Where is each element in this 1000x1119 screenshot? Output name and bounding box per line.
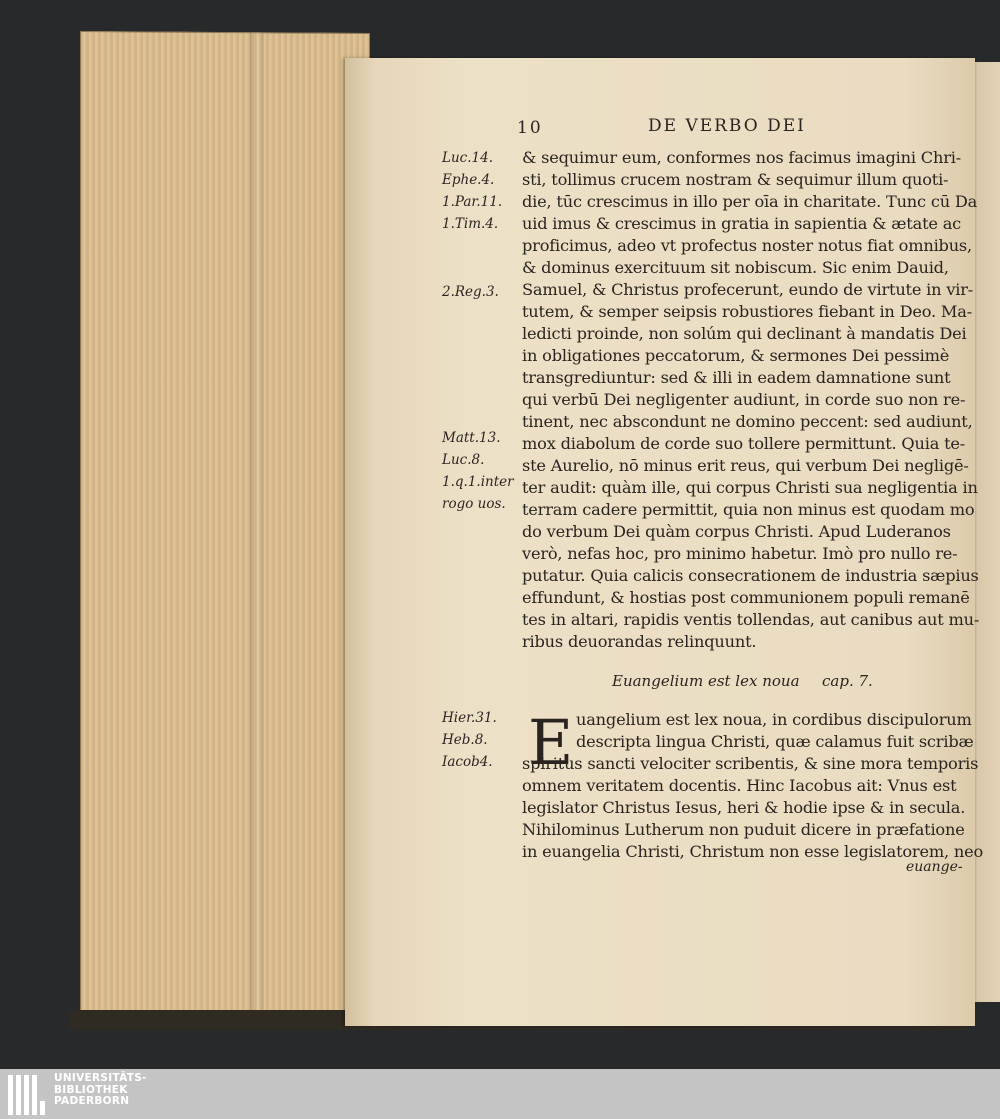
- text-line: Nihilominus Lutherum non puduit dicere in præfatione: [522, 820, 965, 839]
- library-logo-icon: [8, 1075, 48, 1115]
- margin-note: Matt.13.: [442, 430, 501, 446]
- margin-note: Luc.14.: [442, 150, 493, 166]
- text-line: die, tūc crescimus in illo per oīa in charitate. Tunc cū Da: [522, 192, 978, 211]
- text-line: uangelium est lex noua, in cordibus discipulorum: [576, 710, 972, 729]
- text-line: spiritus sancti velociter scribentis, & sine mora temporis: [522, 754, 979, 773]
- text-line: & dominus exercituum sit nobiscum. Sic enim Dauid,: [522, 258, 949, 277]
- text-line: effundunt, & hostias post communionem populi remanē: [522, 588, 970, 607]
- text-line: tes in altari, rapidis ventis tollendas, aut canibus aut mu-: [522, 610, 980, 629]
- text-line: legislator Christus Iesus, heri & hodie ipse & in secula.: [522, 798, 966, 817]
- folio-number: 10: [517, 118, 543, 138]
- library-logo-text: [54, 1073, 147, 1108]
- catchword: euange-: [906, 859, 963, 875]
- logo-line: BIBLIOTHEK: [54, 1083, 128, 1096]
- text-line: proficimus, adeo vt profectus noster notus fiat omnibus,: [522, 236, 972, 255]
- text-line: do verbum Dei quàm corpus Christi. Apud Luderanos: [522, 522, 951, 541]
- text-line: in euangelia Christi, Christum non esse legislatorem, neo: [522, 842, 984, 861]
- text-line: terram cadere permittit, quia non minus est quodam mo: [522, 500, 975, 519]
- text-line: sti, tollimus crucem nostram & sequimur illum quoti-: [522, 170, 949, 189]
- text-line: qui verbū Dei negligenter audiunt, in corde suo non re-: [522, 390, 966, 409]
- margin-note: Hier.31.: [442, 710, 497, 726]
- logo-line: UNIVERSITÄTS-: [54, 1072, 147, 1084]
- text-line: verò, nefas hoc, pro minimo habetur. Imò pro nullo re-: [522, 544, 958, 563]
- text-line: descripta lingua Christi, quæ calamus fuit scribæ: [576, 732, 974, 751]
- text-line: & sequimur eum, conformes nos facimus imagini Chri-: [522, 148, 962, 167]
- margin-note: 1.Par.11.: [442, 194, 503, 210]
- margin-note: 2.Reg.3.: [442, 284, 499, 300]
- text-line: tutem, & semper seipsis robustiores fiebant in Deo. Ma-: [522, 302, 973, 321]
- text-line: omnem veritatem docentis. Hinc Iacobus ait: Vnus est: [522, 776, 957, 795]
- text-line: ter audit: quàm ille, qui corpus Christi sua negligentia in: [522, 478, 978, 497]
- margin-note: Heb.8.: [442, 732, 488, 748]
- text-line: in obligationes peccatorum, & sermones Dei pessimè: [522, 346, 950, 365]
- text-line: mox diabolum de corde suo tollere permittunt. Quia te-: [522, 434, 966, 453]
- margin-note: rogo uos.: [442, 496, 506, 512]
- chapter-title: Euangelium est lex noua: [612, 672, 800, 690]
- drop-cap-initial: E: [528, 706, 574, 779]
- text-line: ledicti proinde, non solúm qui declinant à mandatis Dei: [522, 324, 967, 343]
- running-title: DE VERBO DEI: [648, 116, 806, 136]
- book-page-edges: [80, 31, 370, 1023]
- text-line: Samuel, & Christus profecerunt, eundo de virtute in vir-: [522, 280, 974, 299]
- text-line: putatur. Quia calicis consecrationem de industria sæpius: [522, 566, 979, 585]
- text-line: transgrediuntur: sed & illi in eadem damnatione sunt: [522, 368, 951, 387]
- text-line: ste Aurelio, nō minus erit reus, qui verbum Dei negligē-: [522, 456, 969, 475]
- margin-note: Luc.8.: [442, 452, 485, 468]
- text-line: uid imus & crescimus in gratia in sapientia & ætate ac: [522, 214, 962, 233]
- margin-note: 1.Tim.4.: [442, 216, 499, 232]
- footer-bar: [0, 1069, 1000, 1119]
- margin-note: Iacob4.: [442, 754, 493, 770]
- text-line: ribus deuorandas relinquunt.: [522, 632, 757, 651]
- chapter-number: cap. 7.: [822, 672, 873, 690]
- logo-line: PADERBORN: [54, 1095, 130, 1107]
- text-line: tinent, nec abscondunt ne domino peccent: sed audiunt,: [522, 412, 973, 431]
- margin-note: Ephe.4.: [442, 172, 495, 188]
- margin-note: 1.q.1.inter: [442, 474, 514, 490]
